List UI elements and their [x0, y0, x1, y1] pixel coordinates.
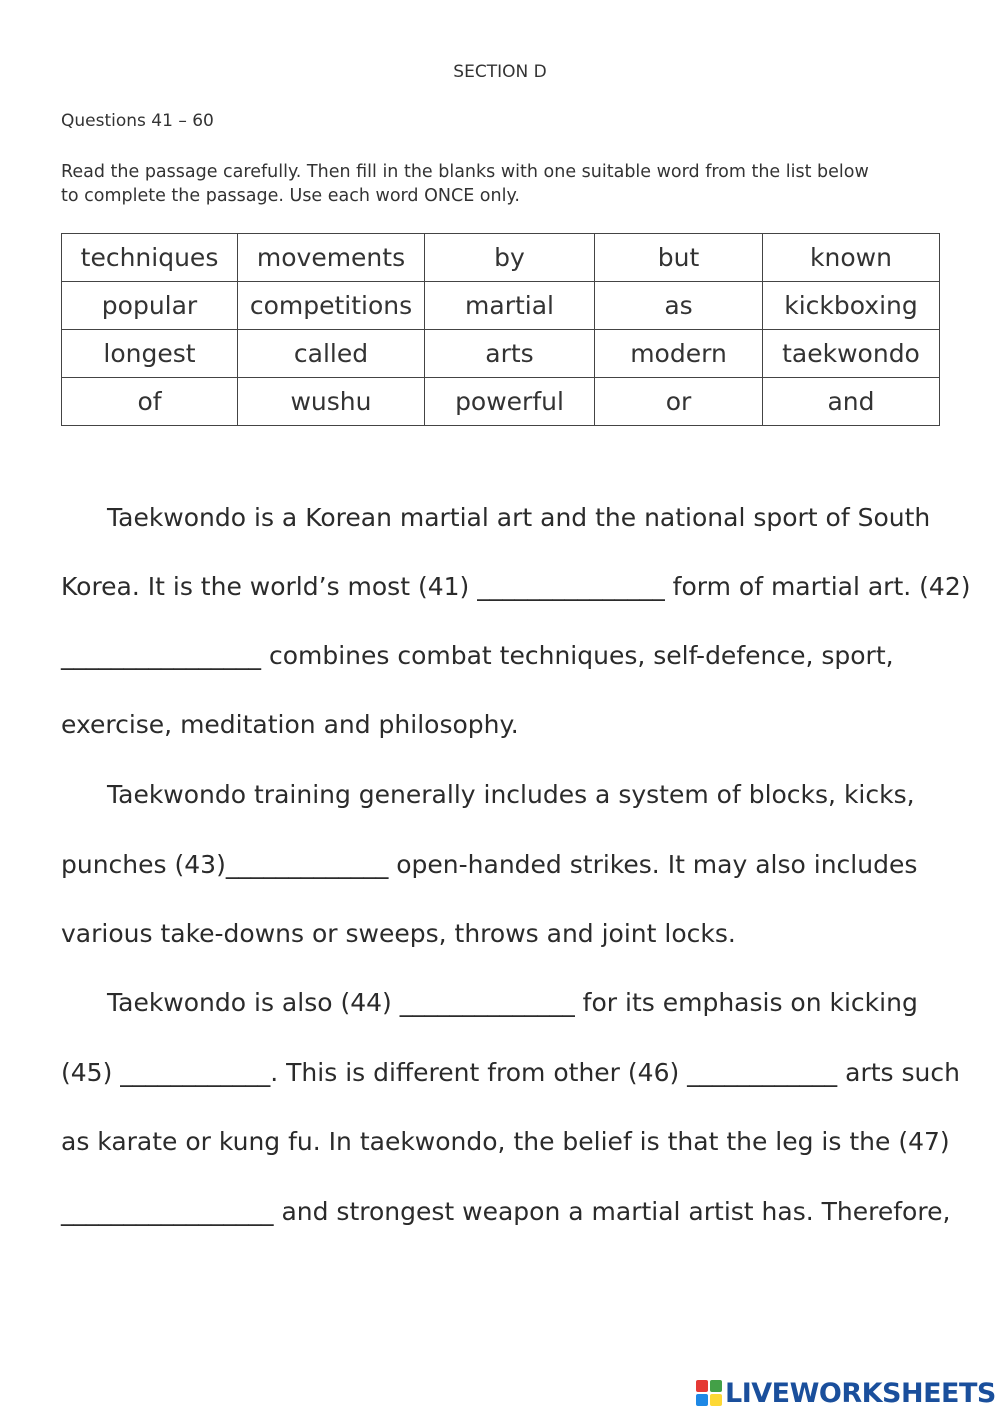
word-bank-table: [61, 233, 940, 426]
word-bank-cell: as: [595, 282, 763, 330]
word-bank-cell: longest: [62, 330, 238, 378]
word-bank-cell: wushu: [238, 378, 425, 426]
word-bank-cell: movements: [238, 234, 425, 282]
word-bank-cell: kickboxing: [763, 282, 940, 330]
instructions: [61, 160, 961, 208]
logo-text: LIVEWORKSHEETS: [725, 1377, 996, 1409]
word-bank-cell: taekwondo: [763, 330, 940, 378]
instructions-line-2: to complete the passage. Use each word ONCE only.: [61, 186, 520, 206]
word-bank-cell: popular: [62, 282, 238, 330]
word-bank-row: [62, 378, 940, 426]
logo-square-icon: [710, 1380, 722, 1392]
logo-square-icon: [696, 1394, 708, 1406]
passage-line: as karate or kung fu. In taekwondo, the belief is that the leg is the (47): [61, 1127, 950, 1156]
word-bank-cell: techniques: [62, 234, 238, 282]
passage-line: punches (43)_____________ open-handed strikes. It may also includes: [61, 850, 918, 879]
passage-line: (45) ____________. This is different from other (46) ____________ arts such: [61, 1058, 960, 1087]
passage-line: _________________ and strongest weapon a martial artist has. Therefore,: [61, 1197, 951, 1226]
word-bank-cell: or: [595, 378, 763, 426]
word-bank-cell: and: [763, 378, 940, 426]
word-bank-row: [62, 330, 940, 378]
word-bank-cell: known: [763, 234, 940, 282]
liveworksheets-icon: [696, 1380, 722, 1406]
word-bank-row: [62, 282, 940, 330]
instructions-line-1: Read the passage carefully. Then fill in the blanks with one suitable word from the list below: [61, 162, 869, 182]
word-bank-cell: of: [62, 378, 238, 426]
passage-line: Taekwondo training generally includes a system of blocks, kicks,: [107, 780, 915, 809]
questions-range: Questions 41 – 60: [61, 111, 214, 131]
passage-line: Korea. It is the world’s most (41) _______________ form of martial art. (42): [61, 572, 971, 601]
logo-square-icon: [710, 1394, 722, 1406]
word-bank-cell: competitions: [238, 282, 425, 330]
passage-line: ________________ combines combat techniques, self-defence, sport,: [61, 641, 894, 670]
word-bank-cell: by: [425, 234, 595, 282]
section-title: SECTION D: [453, 62, 547, 82]
word-bank-cell: powerful: [425, 378, 595, 426]
passage-line: Taekwondo is a Korean martial art and the national sport of South: [107, 503, 931, 532]
word-bank-cell: modern: [595, 330, 763, 378]
logo-square-icon: [696, 1380, 708, 1392]
word-bank-cell: called: [238, 330, 425, 378]
passage-line: Taekwondo is also (44) ______________ for its emphasis on kicking: [107, 988, 918, 1017]
passage-line: various take-downs or sweeps, throws and joint locks.: [61, 919, 736, 948]
word-bank-row: [62, 234, 940, 282]
word-bank-cell: arts: [425, 330, 595, 378]
word-bank-cell: martial: [425, 282, 595, 330]
word-bank-cell: but: [595, 234, 763, 282]
liveworksheets-logo[interactable]: [696, 1377, 996, 1409]
passage-line: exercise, meditation and philosophy.: [61, 710, 519, 739]
